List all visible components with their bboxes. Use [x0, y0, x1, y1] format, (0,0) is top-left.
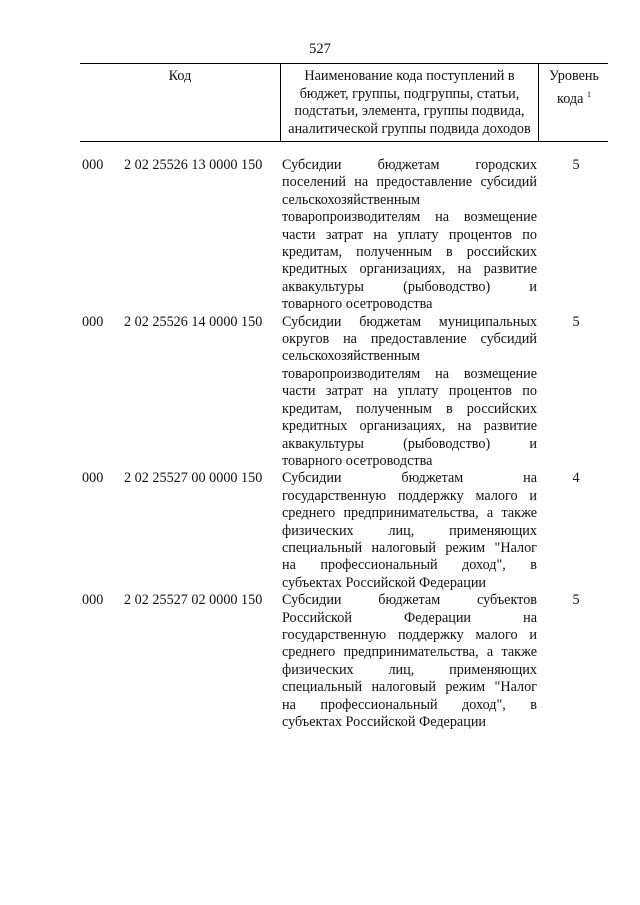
revenue-name-line: Субсидии бюджетам городских: [282, 157, 537, 173]
header-name: [282, 68, 537, 138]
revenue-name-line: среднего предпринимательства, а также: [282, 644, 537, 661]
admin-code: 000: [82, 592, 104, 609]
revenue-name-line: сельскохозяйственным: [282, 191, 421, 208]
header-level-line1: Уровень: [549, 68, 599, 84]
revenue-name-line: государственную поддержку малого и: [282, 626, 537, 643]
revenue-name-line: кредитам, полученным в российских: [282, 244, 537, 261]
revenue-name-line: физических лиц, применяющих: [282, 522, 537, 539]
revenue-name-line: товарного осетроводства: [282, 452, 433, 469]
column-divider: [538, 64, 539, 141]
revenue-name-line: субъектах Российской Федерации: [282, 574, 486, 591]
code-level: 5: [572, 592, 580, 609]
revenue-name-line: государственную поддержку малого и: [282, 487, 537, 504]
header-name-line: подстатьи, элемента, группы подвида,: [294, 103, 525, 119]
revenue-name-line: кредитных организациях, на развитие: [282, 261, 537, 278]
revenue-name-line: кредитам, полученным в российских: [282, 400, 537, 417]
revenue-name-line: части затрат на уплату процентов по: [282, 383, 537, 400]
revenue-name: [282, 470, 537, 592]
revenue-name-line: Российской Федерации на: [282, 609, 537, 626]
revenue-name-line: Субсидии бюджетам субъектов: [282, 592, 537, 609]
admin-code: 000: [82, 313, 104, 330]
revenue-code: 2 02 25527 00 0000 150: [124, 470, 263, 487]
revenue-name-line: субъектах Российской Федерации: [282, 714, 486, 730]
table-body: [0, 157, 640, 731]
revenue-name: [282, 592, 537, 731]
revenue-name-line: специальный налоговый режим "Налог: [282, 539, 537, 556]
revenue-name-line: специальный налоговый режим "Налог: [282, 679, 537, 696]
revenue-name: [282, 157, 537, 314]
page-number: 527: [309, 41, 331, 57]
header-name-line: Наименование кода поступлений в: [304, 68, 515, 84]
code-level: 5: [572, 313, 580, 330]
column-divider: [280, 64, 281, 141]
table-header: [80, 63, 608, 142]
admin-code: 000: [82, 470, 104, 487]
revenue-name-line: сельскохозяйственным: [282, 348, 421, 365]
code-level: 5: [572, 157, 580, 173]
revenue-name-line: товарного осетроводства: [282, 296, 433, 313]
revenue-name-line: Субсидии бюджетам муниципальных: [282, 313, 537, 330]
revenue-name-line: Субсидии бюджетам на: [282, 470, 537, 487]
revenue-name-line: товаропроизводителям на возмещение: [282, 209, 537, 226]
revenue-name-line: товаропроизводителям на возмещение: [282, 365, 537, 382]
revenue-name-line: части затрат на уплату процентов по: [282, 226, 537, 243]
code-level: 4: [572, 470, 580, 487]
revenue-name-line: на профессиональный доход", в: [282, 557, 537, 574]
revenue-name-line: физических лиц, применяющих: [282, 661, 537, 678]
table-row: [0, 470, 640, 592]
revenue-name: [282, 314, 537, 471]
revenue-code: 2 02 25526 14 0000 150: [124, 313, 263, 330]
footnote-marker: 1: [586, 89, 591, 99]
header-code: Код: [168, 68, 192, 84]
revenue-name-line: аквакультуры (рыбоводство) и: [282, 278, 537, 295]
header-level: [540, 68, 608, 108]
revenue-name-line: аквакультуры (рыбоводство) и: [282, 435, 537, 452]
revenue-name-line: кредитных организациях, на развитие: [282, 418, 537, 435]
header-level-line2: кода: [557, 90, 584, 107]
admin-code: 000: [82, 157, 104, 173]
revenue-name-line: среднего предпринимательства, а также: [282, 505, 537, 522]
revenue-code: 2 02 25527 02 0000 150: [124, 592, 263, 609]
table-row: [0, 314, 640, 471]
revenue-name-line: на профессиональный доход", в: [282, 696, 537, 713]
header-name-line: аналитической группы подвида доходов: [288, 120, 531, 137]
table-row: [0, 592, 640, 731]
revenue-name-line: поселений на предоставление субсидий: [282, 174, 537, 191]
revenue-code: 2 02 25526 13 0000 150: [124, 157, 263, 173]
revenue-name-line: округов на предоставление субсидий: [282, 331, 537, 348]
table-row: [0, 157, 640, 314]
header-name-line: бюджет, группы, подгруппы, статьи,: [299, 85, 520, 102]
